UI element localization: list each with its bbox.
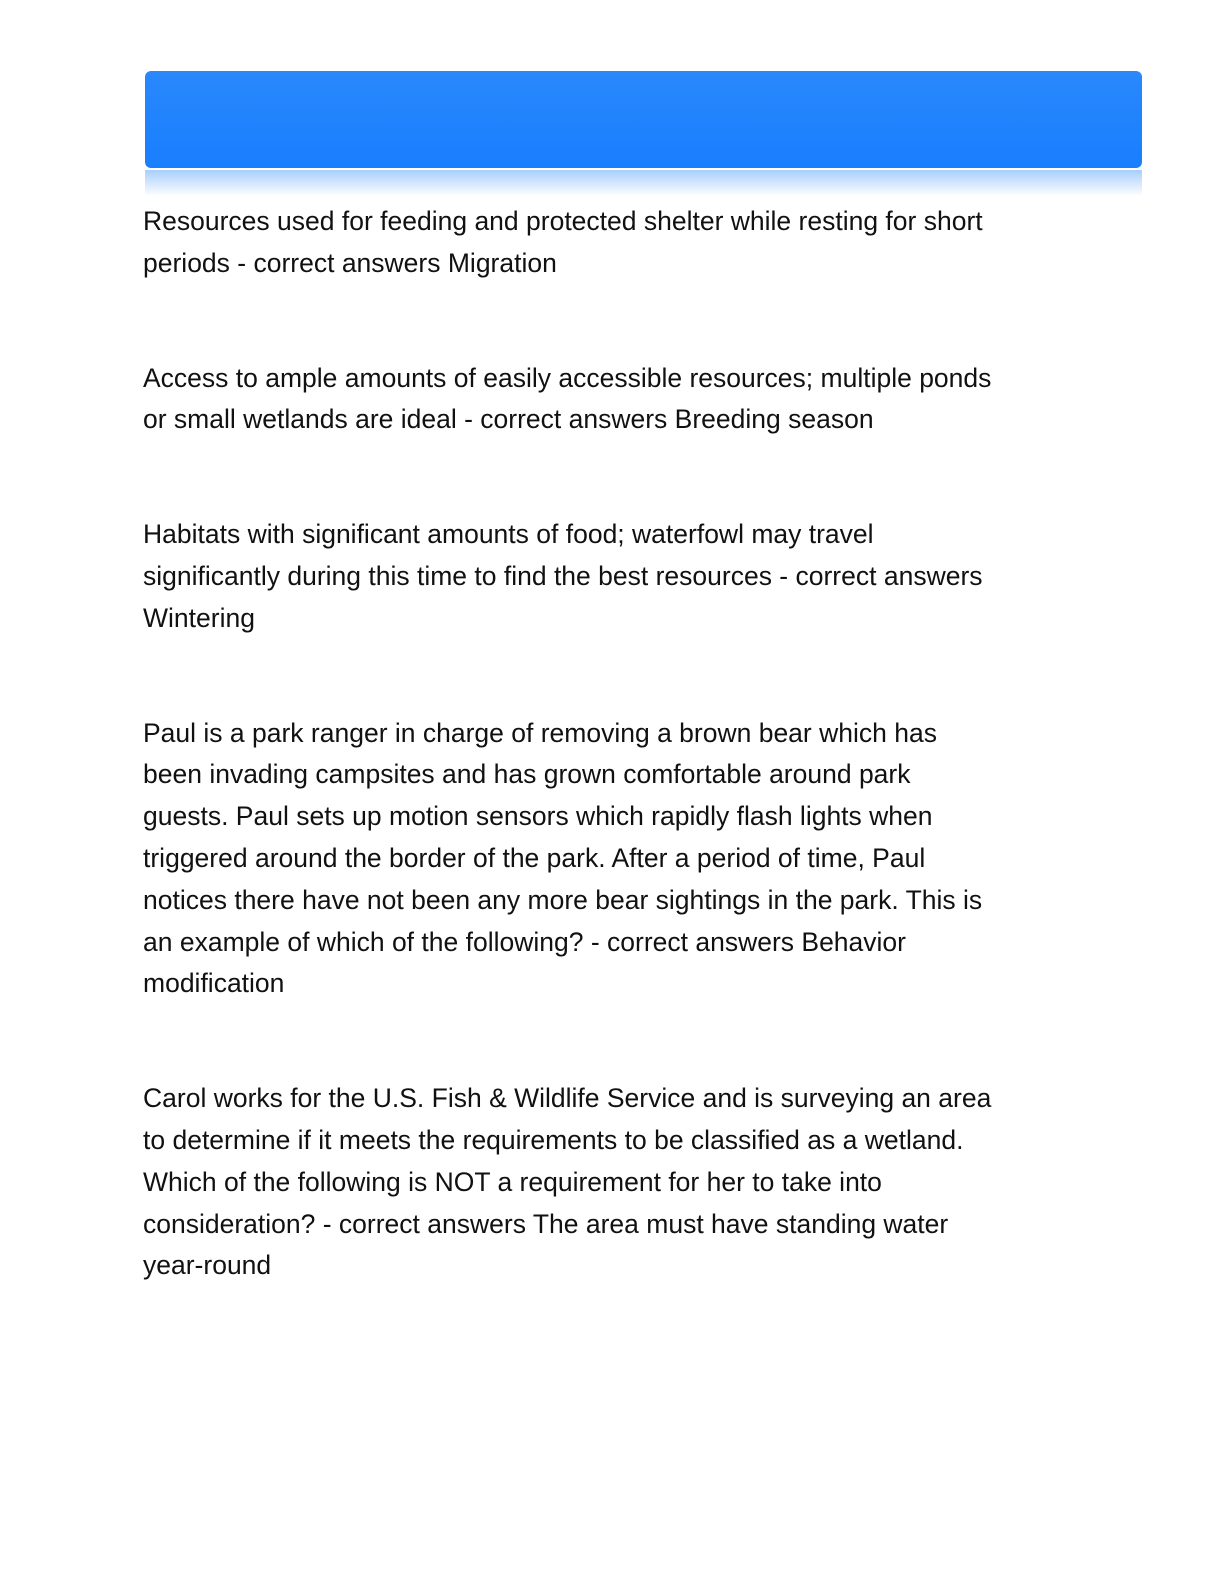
qa-paragraph bbox=[143, 1078, 991, 1287]
qa-paragraph bbox=[143, 514, 991, 639]
text-line: notices there have not been any more bear sightings in the park. This is bbox=[143, 884, 983, 915]
qa-paragraph bbox=[143, 713, 991, 1006]
text-line: consideration? - correct answers The area must have standing water bbox=[143, 1208, 949, 1239]
text-line: to determine if it meets the requirements to be classified as a wetland. bbox=[143, 1124, 964, 1155]
document-body bbox=[143, 201, 991, 1360]
header-banner bbox=[145, 71, 1142, 168]
text-line: Paul is a park ranger in charge of removing a brown bear which has bbox=[143, 717, 937, 748]
text-line: Carol works for the U.S. Fish & Wildlife Service and is surveying an area bbox=[143, 1083, 992, 1114]
text-line: Wintering bbox=[143, 602, 255, 633]
text-line: triggered around the border of the park. After a period of time, Paul bbox=[143, 842, 926, 873]
text-line: periods - correct answers Migration bbox=[143, 247, 557, 278]
text-line: been invading campsites and has grown comfortable around park bbox=[143, 759, 911, 790]
text-line: Habitats with significant amounts of food; waterfowl may travel bbox=[143, 519, 874, 550]
text-line: significantly during this time to find the best resources - correct answers bbox=[143, 560, 983, 591]
qa-paragraph bbox=[143, 358, 991, 442]
text-line: Access to ample amounts of easily accessible resources; multiple ponds bbox=[143, 362, 992, 393]
header-banner-reflection bbox=[145, 170, 1142, 196]
qa-paragraph bbox=[143, 201, 991, 285]
text-line: modification bbox=[143, 968, 285, 999]
text-line: Resources used for feeding and protected shelter while resting for short bbox=[143, 206, 983, 236]
text-line: guests. Paul sets up motion sensors which rapidly flash lights when bbox=[143, 801, 933, 832]
text-line: year-round bbox=[143, 1250, 272, 1281]
text-line: Which of the following is NOT a requirement for her to take into bbox=[143, 1166, 882, 1197]
text-line: or small wetlands are ideal - correct answers Breeding season bbox=[143, 404, 874, 435]
text-line: an example of which of the following? - correct answers Behavior bbox=[143, 926, 906, 957]
